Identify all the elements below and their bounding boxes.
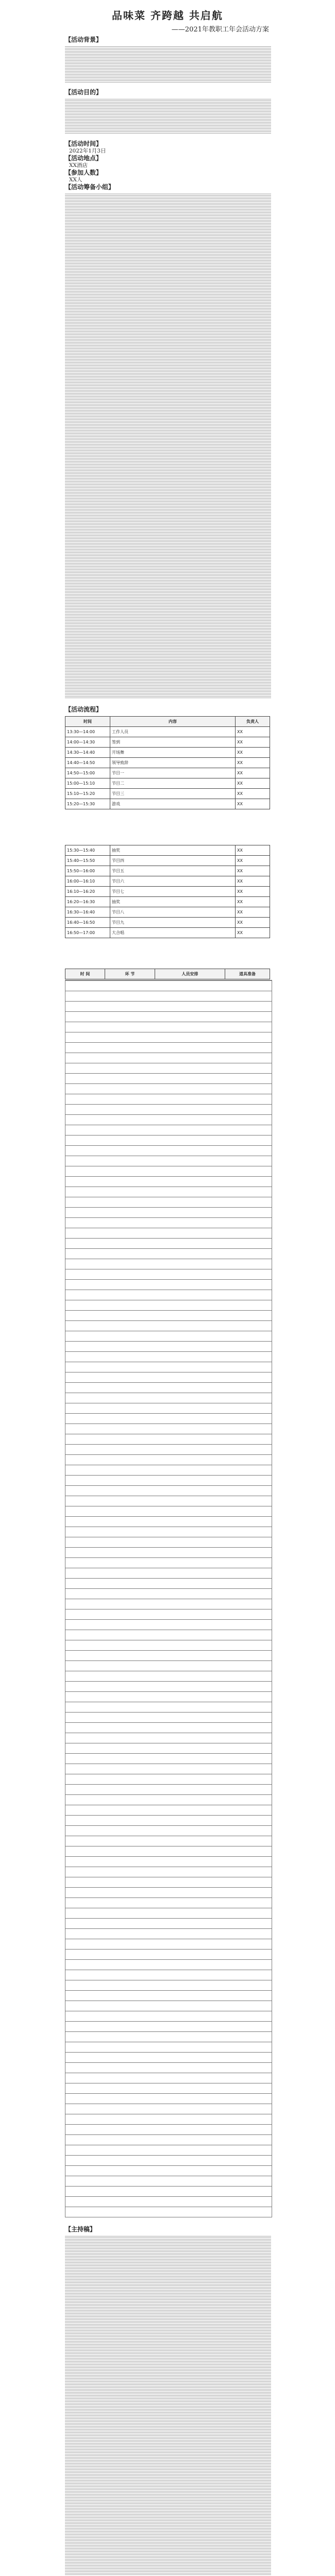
section-heading-host-script: 【主持稿】 (65, 2226, 96, 2233)
table-row: 14:30—14:40 开场舞 XX (65, 748, 270, 758)
runsheet-col-props: 道具准备 (225, 969, 270, 979)
section-heading-attendees: 【参加人数】 (65, 169, 103, 176)
schedule-table-header (65, 716, 270, 727)
background-paragraph (65, 46, 271, 82)
table-row: 15:50—16:00 节目五 XX (65, 866, 270, 876)
table-row: 15:00—15:10 节目二 XX (65, 778, 270, 789)
table-row: 16:50—17:00 大合唱 XX (65, 928, 270, 938)
table-row: 14:50—15:00 节目一 XX (65, 768, 270, 778)
runsheet-table-body (65, 980, 272, 2217)
section-heading-committee: 【活动筹备小组】 (65, 183, 115, 191)
table-row: 16:00—16:10 节目六 XX (65, 876, 270, 887)
section-heading-purpose: 【活动目的】 (65, 89, 103, 96)
section-heading-background: 【活动背景】 (65, 36, 103, 43)
schedule-col-content: 内容 (110, 717, 236, 727)
section-heading-process: 【活动流程】 (65, 706, 103, 713)
table-row: 16:10—16:20 节目七 XX (65, 887, 270, 897)
attendees-value: XX人 (69, 177, 82, 183)
table-row: 15:10—15:20 节目三 XX (65, 789, 270, 799)
section-heading-venue: 【活动地点】 (65, 155, 103, 162)
schedule-table-continued (65, 845, 270, 938)
table-row: 16:20—16:30 抽奖 XX (65, 897, 270, 907)
table-row: 16:40—16:50 节目九 XX (65, 918, 270, 928)
section-heading-time: 【活动时间】 (65, 140, 103, 147)
table-row: 13:30—14:00 工作人员 XX (65, 727, 270, 737)
table-row: 15:20—15:30 游戏 XX (65, 799, 270, 809)
schedule-col-owner: 负责人 (236, 717, 270, 727)
table-row: 15:30—15:40 抽奖 XX (65, 845, 270, 856)
schedule-col-time: 时间 (65, 717, 110, 727)
table-row: 14:00—14:30 签到 XX (65, 737, 270, 748)
table-row: 16:30—16:40 节目八 XX (65, 907, 270, 918)
table-row: 15:40—15:50 节目四 XX (65, 856, 270, 866)
runsheet-col-time: 时 间 (65, 969, 105, 979)
runsheet-col-segment: 环 节 (105, 969, 155, 979)
purpose-paragraph (65, 99, 271, 134)
page-subtitle: ——2021年教职工年会活动方案 (171, 26, 269, 33)
committee-paragraphs (65, 194, 271, 699)
time-value: 2022年1月3日 (69, 148, 106, 154)
runsheet-col-staff: 人员安排 (155, 969, 225, 979)
schedule-table (65, 726, 270, 809)
page-title: 品味菜 齐跨越 共启航 (112, 9, 223, 22)
table-row: 14:40—14:50 领导致辞 XX (65, 758, 270, 768)
host-script-paragraphs (65, 2236, 271, 2576)
runsheet-table-header (65, 969, 270, 979)
venue-value: XX酒店 (69, 162, 88, 168)
